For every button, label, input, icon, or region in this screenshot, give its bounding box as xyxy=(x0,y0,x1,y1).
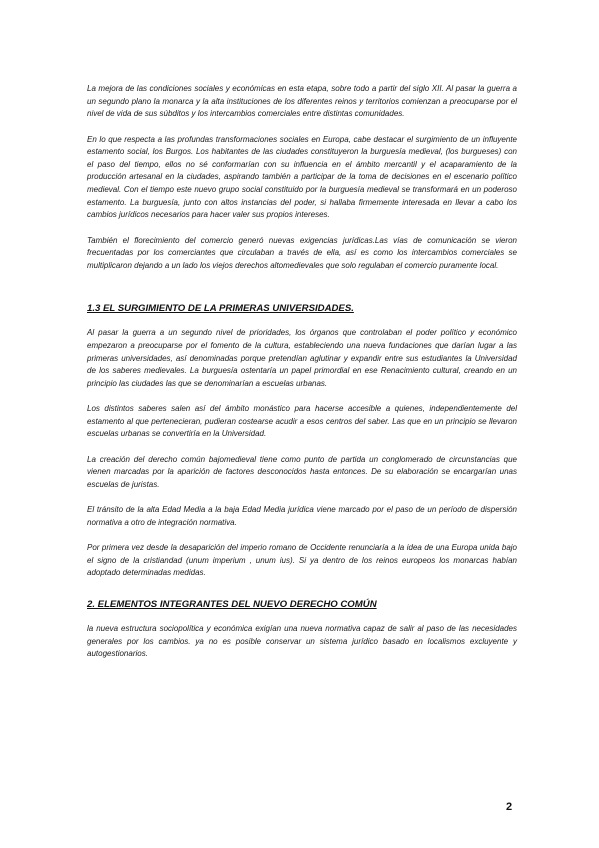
page-content xyxy=(87,83,517,674)
section-heading-elementos: 2. ELEMENTOS INTEGRANTES DEL NUEVO DERECHO COMÚN xyxy=(87,599,377,610)
section-heading-universidades: 1.3 EL SURGIMIENTO DE LA PRIMERAS UNIVERSIDADES. xyxy=(87,303,354,315)
paragraph: Al pasar la guerra a un segundo nivel de prioridades, los órganos que controlaban el poder político y económico empezaron a preocuparse por el fomento de la cultura, estableciendo una nueva fundaciones que darían lugar a las primeras universidades, así denominadas porque pretendían aglutinar y expandir entre sus estudiantes la Universidad de los saberes medievales. La burguesía ostentaría un papel primordial en ese Renacimiento cultural, creando en un principio las ciudades las que se denominarían a escuelas urbanas. xyxy=(87,328,517,388)
paragraph: la nueva estructura sociopolítica y económica exigían una nueva normativa capaz de salir al paso de las necesidades generales por los cambios. ya no es posible conservar un sistema jurídico basado en localismos excluyente y autogestionarios. xyxy=(87,624,517,659)
page-number: 2 xyxy=(506,801,513,813)
paragraph: Los distintos saberes salen así del ámbito monástico para hacerse accesible a quienes, independientemente del estamento al que pertenecieran, pudieran costearse acudir a esos centros del saber. Las que en un principio se llevaron escuelas urbanas se convertiría en la Universidad. xyxy=(87,404,517,439)
paragraph: Por primera vez desde la desaparición del imperio romano de Occidente renunciaría a la idea de una Europa unida bajo el signo de la cristiandad (unum imperium , unum ius). Si ya dentro de los reinos europeos los monarcas habían adoptado determinadas medidas. xyxy=(87,543,517,578)
paragraph: En lo que respecta a las profundas transformaciones sociales en Europa, cabe destacar el surgimiento de un influyente estamento social, los Burgos. Los habitantes de las ciudades constituyeron la burguesía medieval, (los burgueses) con el paso del tiempo, ellos no sé conformarían con su influencia en el ámbito mercantil y el acaparamiento de la producción artesanal en la ciudades, aspirando también a participar de la toma de decisiones en el escenario político medieval. Con el tiempo este nuevo grupo social constituido por la burguesía medieval se transformará en un poderoso estamento. La burguesía, junto con altos instancias del poder, si hallaba firmemente interesada en llevar a cabo los cambios jurídicos necesarios para hacer valer sus propios intereses. xyxy=(87,134,517,220)
paragraph: La creación del derecho común bajomedieval tiene como punto de partida un conglomerado de circunstancias que vienen marcadas por la aparición de factores desconocidos hasta entonces. De su elaboración se encargarían unas escuelas de juristas. xyxy=(87,454,517,489)
paragraph: La mejora de las condiciones sociales y económicas en esta etapa, sobre todo a partir del siglo XII. Al pasar la guerra a un segundo plano la monarca y la alta instituciones de los diferentes reinos y territorios comienzan a preocuparse por el nivel de vida de sus súbditos y los intercambios comerciales entre distintas comunidades. xyxy=(87,84,517,119)
paragraph: El tránsito de la alta Edad Media a la baja Edad Media jurídica viene marcado por el paso de un período de dispersión normativa a otro de integración normativa. xyxy=(87,505,517,527)
paragraph: También el florecimiento del comercio generó nuevas exigencias jurídicas.Las vías de comunicación se vieron frecuentadas por los comerciantes que circulaban a través de ella, así es como los intercambios comerciales se multiplicaron dejando a un lado los viejos derechos altomedievales que solo regulaban el comercio puramente local. xyxy=(87,235,517,270)
